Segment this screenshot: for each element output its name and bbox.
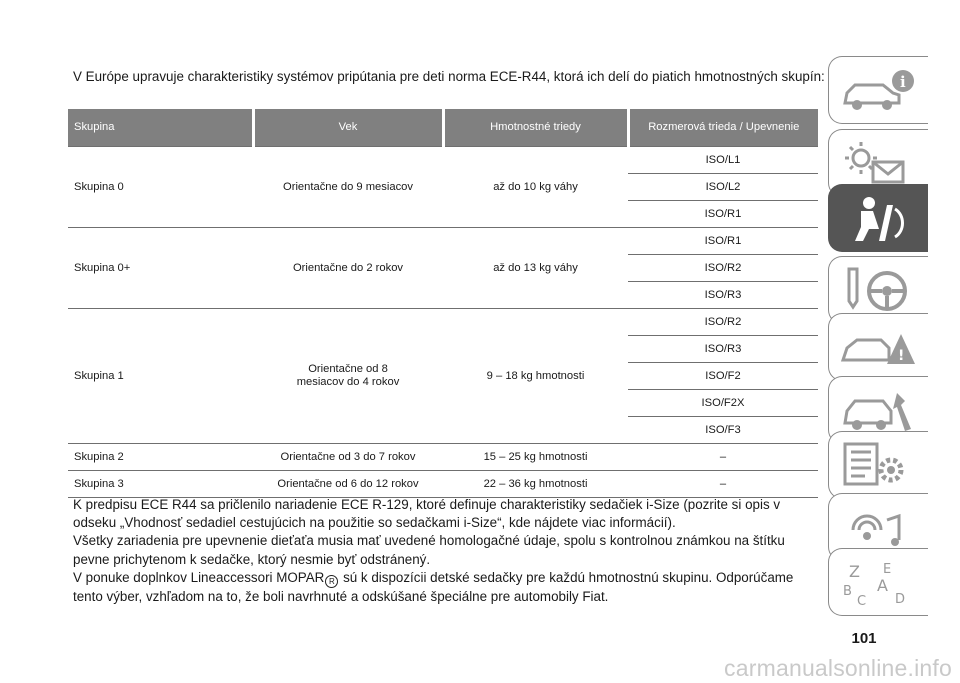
note-paragraph: Všetky zariadenia pre upevnenie dieťaťa musia mať uvedené homologačné údaje, spolu s kontrolnou známkou na štítku pevne prichytenom k sedačke, ktorý nesmie byť odstránený. (73, 533, 785, 567)
group-cell: Skupina 0+ (68, 228, 253, 309)
note-paragraph: K predpisu ECE R44 sa pričlenilo nariadenie ECE R-129, ktoré definuje charakteristiky sedačiek i-Size (pozrite si opis v odseku „Vhodnosť sedadiel cestujúcich na použitie so sedačkami i-Size“, kde nájdete viac informácií). (73, 497, 781, 531)
iso-cell: ISO/R3 (628, 282, 818, 309)
group-cell: Skupina 2 (68, 444, 253, 471)
table-header-row (68, 109, 818, 147)
iso-cell: – (628, 444, 818, 471)
table-row (68, 444, 818, 471)
key-steering-icon (839, 263, 919, 319)
iso-cell: ISO/R1 (628, 201, 818, 228)
sidebar-tab-emergency[interactable] (828, 313, 928, 381)
table-row (68, 228, 818, 255)
intro-text: V Európe upravuje charakteristiky systémov pripútania pre deti norma ECE-R44, ktorá ich delí do piatich hmotnostných skupín: (73, 69, 825, 84)
registered-mark: R (325, 575, 338, 588)
group-cell: Skupina 1 (68, 309, 253, 444)
header-weight: Hmotnostné triedy (443, 109, 628, 147)
iso-cell: ISO/R3 (628, 336, 818, 363)
age-cell: Orientačne do 2 rokov (253, 228, 443, 309)
note-text: sú k dispozícii detské sedačky pre každú hmotnostnú skupinu. Odporúčame tento výber, vzhľadom na to, že boli navrhnuté a odskúšané špeciálne pre automobily Fiat. (73, 569, 794, 604)
iso-cell: ISO/L2 (628, 174, 818, 201)
child-seat-table (68, 109, 818, 498)
iso-cell: ISO/F2X (628, 390, 818, 417)
index-icon (839, 555, 919, 611)
age-cell: Orientačne do 9 mesiacov (253, 147, 443, 228)
index-letter: Z (849, 562, 860, 581)
weight-cell: 9 – 18 kg hmotnosti (443, 309, 628, 444)
seat-airbag-icon (839, 191, 919, 247)
page-number: 101 (851, 630, 877, 647)
header-iso: Rozmerová trieda / Upevnenie (628, 109, 818, 147)
table-row (68, 147, 818, 174)
weight-cell: 22 – 36 kg hmotnosti (443, 471, 628, 498)
note-text: V ponuke doplnkov Lineaccessori MOPAR (73, 569, 325, 585)
iso-cell: ISO/R2 (628, 255, 818, 282)
weight-cell: 15 – 25 kg hmotnosti (443, 444, 628, 471)
notes (73, 496, 818, 606)
iso-cell: ISO/R1 (628, 228, 818, 255)
header-age: Vek (253, 109, 443, 147)
group-cell: Skupina 3 (68, 471, 253, 498)
note-paragraph (73, 569, 818, 606)
weight-cell: až do 10 kg váhy (443, 147, 628, 228)
age-cell: Orientačne od 8 mesiacov do 4 rokov (253, 309, 443, 444)
index-letter: D (895, 592, 906, 607)
iso-cell: – (628, 471, 818, 498)
iso-cell: ISO/L1 (628, 147, 818, 174)
group-cell: Skupina 0 (68, 147, 253, 228)
index-letter: C (857, 594, 867, 609)
sidebar-tab-index[interactable] (828, 548, 928, 616)
sidebar-tab-car-info[interactable] (828, 56, 928, 124)
svg-text:i: i (900, 73, 906, 91)
iso-cell: ISO/F3 (628, 417, 818, 444)
svg-text:!: ! (898, 348, 905, 364)
age-cell: Orientačne od 6 do 12 rokov (253, 471, 443, 498)
age-cell: Orientačne od 3 do 7 rokov (253, 444, 443, 471)
iso-cell: ISO/R2 (628, 309, 818, 336)
watermark: carmanualsonline.info (724, 655, 952, 681)
index-letter: E (883, 562, 892, 577)
table-row (68, 471, 818, 498)
emergency-icon (839, 320, 919, 376)
index-letter: A (877, 576, 888, 595)
index-letter: B (843, 584, 852, 599)
table-row (68, 309, 818, 336)
sidebar-tab-specs[interactable] (828, 431, 928, 499)
specs-icon (839, 438, 919, 494)
sidebar-tab-safety[interactable] (828, 184, 928, 252)
weight-cell: až do 13 kg váhy (443, 228, 628, 309)
iso-cell: ISO/F2 (628, 363, 818, 390)
car-info-icon (839, 63, 919, 119)
header-group: Skupina (68, 109, 253, 147)
